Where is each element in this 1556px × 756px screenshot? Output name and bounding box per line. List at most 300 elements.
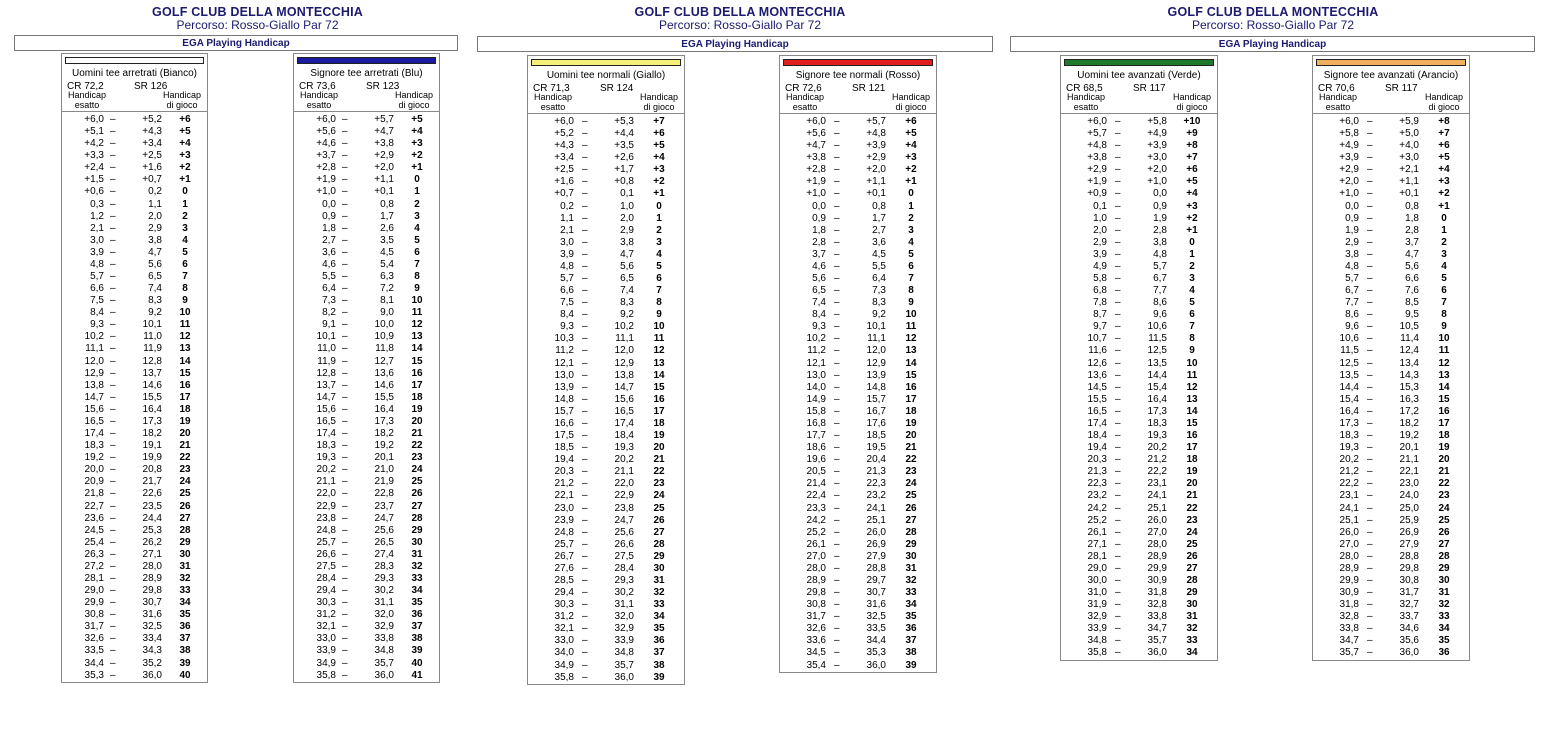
playing-hcp: +8: [1186, 140, 1198, 152]
range-dash: –: [342, 464, 348, 476]
table-row: [294, 295, 439, 307]
hcp-from: 5,6: [812, 273, 826, 285]
playing-hcp: 28: [179, 524, 191, 536]
playing-hcp: 36: [905, 623, 917, 635]
range-dash: –: [834, 140, 840, 152]
range-dash: –: [834, 152, 840, 164]
hcp-from: 3,9: [1093, 248, 1107, 260]
playing-hcp: 17: [179, 391, 191, 403]
range-dash: –: [110, 500, 116, 512]
hcp-from: 0,0: [322, 198, 336, 210]
hcp-from: 7,5: [90, 295, 104, 307]
hcp-from: 10,2: [84, 331, 104, 343]
playing-hcp: 29: [905, 538, 917, 550]
hcp-from: 1,1: [560, 212, 574, 224]
hcp-to: 23,8: [614, 502, 634, 514]
range-dash: –: [110, 536, 116, 548]
range-dash: –: [834, 454, 840, 466]
hcp-from: 12,1: [554, 357, 574, 369]
hcp-to: +4,7: [374, 126, 394, 138]
hcp-from: 35,8: [554, 671, 574, 683]
hcp-from: 4,8: [90, 258, 104, 270]
hcp-from: 32,6: [84, 633, 104, 645]
hcp-from: +0,6: [84, 186, 104, 198]
hcp-to: 22,8: [374, 488, 394, 500]
playing-hcp: 10: [179, 307, 191, 319]
range-dash: –: [1115, 526, 1121, 538]
hcp-from: +2,9: [1087, 164, 1107, 176]
range-dash: –: [582, 321, 588, 333]
playing-hcp: 9: [1441, 321, 1447, 333]
hcp-to: 36,0: [1147, 647, 1167, 659]
table-row: [528, 176, 684, 188]
hcp-to: 0,8: [872, 200, 886, 212]
hcp-from: 2,9: [1093, 236, 1107, 248]
range-dash: –: [582, 285, 588, 297]
range-dash: –: [582, 526, 588, 538]
table-row: [528, 587, 684, 599]
range-dash: –: [110, 597, 116, 609]
table-row: [528, 406, 684, 418]
table-row: [62, 561, 207, 573]
col-header-exact: [68, 91, 106, 110]
hcp-to: 22,0: [614, 478, 634, 490]
hcp-to: 13,7: [142, 367, 162, 379]
hcp-from: +5,6: [806, 128, 826, 140]
hcp-from: +0,9: [1087, 188, 1107, 200]
hcp-from: 22,1: [554, 490, 574, 502]
playing-hcp: 22: [179, 452, 191, 464]
table-row: [62, 138, 207, 150]
hcp-to: 29,9: [1147, 562, 1167, 574]
playing-hcp: 14: [653, 369, 665, 381]
hcp-from: 35,4: [806, 659, 826, 671]
hcp-from: 6,6: [90, 283, 104, 295]
range-dash: –: [834, 562, 840, 574]
hcp-to: 0,9: [1153, 200, 1167, 212]
hcp-from: +1,9: [1087, 176, 1107, 188]
range-dash: –: [342, 572, 348, 584]
hcp-to: 25,6: [374, 524, 394, 536]
playing-hcp: 3: [414, 210, 420, 222]
table-row: [62, 416, 207, 428]
hcp-from: +6,0: [1087, 116, 1107, 127]
playing-hcp: 0: [1441, 212, 1447, 224]
table-row: [1313, 454, 1469, 466]
playing-hcp: 23: [905, 466, 917, 478]
range-dash: –: [1367, 647, 1373, 659]
hcp-to: 3,7: [1405, 236, 1419, 248]
playing-hcp: 26: [411, 488, 423, 500]
table-row: [780, 515, 936, 527]
table-row: [294, 150, 439, 162]
playing-hcp: 37: [411, 621, 423, 633]
range-dash: –: [1115, 273, 1121, 285]
range-dash: –: [834, 623, 840, 635]
hcp-from: 3,9: [90, 246, 104, 258]
range-dash: –: [1367, 393, 1373, 405]
playing-hcp: 8: [1441, 309, 1447, 321]
hcp-to: +4,4: [614, 128, 634, 140]
hcp-from: +5,7: [1087, 128, 1107, 140]
hcp-to: +3,4: [142, 138, 162, 150]
table-row: [1061, 176, 1217, 188]
hcp-to: 11,9: [143, 343, 162, 355]
tee-color-swatch: [297, 57, 436, 64]
hcp-to: 36,0: [614, 671, 634, 683]
range-dash: –: [1367, 200, 1373, 212]
hcp-from: 7,5: [560, 297, 574, 309]
hcp-to: 25,3: [142, 524, 162, 536]
hcp-from: 0,9: [812, 212, 826, 224]
table-row: [62, 476, 207, 488]
playing-hcp: 24: [653, 490, 665, 502]
range-dash: –: [582, 454, 588, 466]
hcp-from: 23,6: [84, 512, 104, 524]
playing-hcp: 1: [1189, 248, 1195, 260]
playing-hcp: 36: [653, 635, 665, 647]
range-dash: –: [834, 236, 840, 248]
course-subtitle: Percorso: Rosso-Giallo Par 72: [176, 18, 339, 33]
hcp-to: 1,9: [1153, 212, 1167, 224]
table-row: [780, 442, 936, 454]
hcp-from: 12,8: [316, 367, 336, 379]
table-row: [294, 573, 439, 585]
playing-hcp: +1: [1186, 224, 1198, 236]
hcp-to: 27,0: [1147, 526, 1167, 538]
playing-hcp: 15: [905, 369, 917, 381]
col-header-playing-line1: Handicap: [394, 90, 433, 100]
playing-hcp: 18: [653, 417, 665, 429]
hcp-from: 0,2: [560, 200, 574, 212]
table-row: [528, 285, 684, 297]
hcp-to: 1,1: [148, 198, 162, 210]
range-dash: –: [1115, 333, 1121, 345]
range-dash: –: [582, 611, 588, 623]
hcp-to: 22,3: [866, 478, 886, 490]
hcp-to: +3,0: [1399, 152, 1419, 164]
range-dash: –: [110, 210, 116, 222]
range-dash: –: [834, 369, 840, 381]
hcp-to: 9,2: [620, 309, 634, 321]
playing-hcp: 15: [411, 355, 423, 367]
tee-name: Uomini tee normali (Giallo): [546, 70, 666, 81]
hcp-to: 30,8: [1399, 574, 1419, 586]
hcp-from: 28,9: [1339, 562, 1359, 574]
table-row: [1061, 152, 1217, 164]
table-row: [528, 140, 684, 152]
playing-hcp: +4: [653, 152, 665, 164]
playing-hcp: 32: [653, 587, 665, 599]
range-dash: –: [1115, 381, 1121, 393]
playing-hcp: 2: [656, 224, 662, 236]
hcp-to: 3,8: [620, 236, 634, 248]
hcp-to: 23,0: [1399, 478, 1419, 490]
table-row: [62, 114, 207, 126]
range-dash: –: [1115, 393, 1121, 405]
handicap-table: [61, 53, 208, 683]
hcp-from: 28,0: [1339, 550, 1359, 562]
col-header-exact: [1319, 93, 1357, 112]
table-row: [1313, 309, 1469, 321]
range-dash: –: [582, 200, 588, 212]
range-dash: –: [110, 186, 116, 198]
playing-hcp: 28: [905, 526, 917, 538]
range-dash: –: [342, 222, 348, 234]
playing-hcp: +6: [179, 114, 191, 125]
hcp-to: 34,8: [374, 645, 394, 657]
table-row: [294, 440, 439, 452]
ega-banner: EGA Playing Handicap: [1010, 36, 1535, 52]
playing-hcp: 7: [656, 285, 662, 297]
table-row: [1313, 478, 1469, 490]
playing-hcp: 19: [411, 403, 423, 415]
table-row: [62, 295, 207, 307]
table-row: [294, 633, 439, 645]
hcp-from: 32,8: [1339, 611, 1359, 623]
table-row: [780, 237, 936, 249]
hcp-to: 7,3: [872, 285, 886, 297]
table-row: [1313, 442, 1469, 454]
hcp-from: +5,2: [554, 128, 574, 140]
table-row: [62, 513, 207, 525]
hcp-from: 26,7: [554, 550, 574, 562]
col-header-exact-line2: esatto: [306, 99, 332, 110]
hcp-to: 23,1: [1147, 478, 1167, 490]
table-header: [1060, 55, 1218, 113]
table-row: [1313, 321, 1469, 333]
range-dash: –: [834, 128, 840, 140]
hcp-from: 14,9: [806, 393, 826, 405]
club-title: GOLF CLUB DELLA MONTECCHIA: [1167, 5, 1379, 19]
hcp-from: 14,0: [806, 381, 826, 393]
table-row: [294, 428, 439, 440]
hcp-from: 27,0: [806, 550, 826, 562]
playing-hcp: 3: [656, 236, 662, 248]
playing-hcp: 40: [179, 669, 191, 681]
hcp-to: 13,4: [1399, 357, 1419, 369]
range-dash: –: [1115, 514, 1121, 526]
hcp-to: 28,8: [866, 562, 886, 574]
range-dash: –: [834, 599, 840, 611]
range-dash: –: [342, 319, 348, 331]
playing-hcp: 19: [905, 417, 917, 429]
playing-hcp: +3: [179, 150, 191, 162]
course-rating: CR 72,2: [67, 81, 104, 92]
hcp-from: +6,0: [1339, 116, 1359, 127]
range-dash: –: [1115, 562, 1121, 574]
table-body: [527, 113, 685, 685]
table-row: [1313, 333, 1469, 345]
range-dash: –: [1115, 200, 1121, 212]
table-row: [528, 297, 684, 309]
range-dash: –: [342, 428, 348, 440]
table-row: [780, 394, 936, 406]
playing-hcp: +5: [1186, 176, 1198, 188]
playing-hcp: +2: [653, 176, 665, 188]
table-row: [528, 213, 684, 225]
playing-hcp: 21: [653, 454, 665, 466]
hcp-to: 14,7: [614, 381, 634, 393]
table-row: [62, 597, 207, 609]
col-header-playing: [163, 91, 201, 110]
hcp-to: 29,3: [614, 574, 634, 586]
hcp-to: 4,7: [1405, 248, 1419, 260]
range-dash: –: [110, 560, 116, 572]
hcp-from: 23,3: [806, 502, 826, 514]
table-row: [294, 609, 439, 621]
hcp-from: 23,2: [1087, 490, 1107, 502]
table-row: [294, 368, 439, 380]
range-dash: –: [1367, 212, 1373, 224]
tee-name: Uomini tee avanzati (Verde): [1077, 70, 1201, 81]
range-dash: –: [834, 345, 840, 357]
table-row: [1313, 237, 1469, 249]
playing-hcp: 13: [1438, 369, 1450, 381]
range-dash: –: [110, 379, 116, 391]
table-row: [780, 358, 936, 370]
hcp-from: 31,7: [806, 611, 826, 623]
table-row: [294, 561, 439, 573]
range-dash: –: [342, 645, 348, 657]
table-row: [294, 356, 439, 368]
hcp-to: 3,8: [1153, 236, 1167, 248]
range-dash: –: [110, 319, 116, 331]
hcp-to: 28,9: [142, 572, 162, 584]
hcp-from: 19,4: [1087, 442, 1107, 454]
table-row: [528, 551, 684, 563]
table-body: [1060, 113, 1218, 661]
playing-hcp: 18: [1186, 454, 1198, 466]
table-row: [780, 466, 936, 478]
playing-hcp: 33: [179, 585, 191, 597]
hcp-from: 27,1: [1087, 538, 1107, 550]
playing-hcp: +5: [411, 114, 423, 125]
playing-hcp: +8: [1438, 116, 1450, 127]
hcp-to: 2,0: [620, 212, 634, 224]
table-row: [780, 285, 936, 297]
hcp-from: 34,5: [806, 647, 826, 659]
hcp-from: 14,5: [1087, 381, 1107, 393]
hcp-to: 36,0: [1399, 647, 1419, 659]
hcp-from: +2,0: [1339, 176, 1359, 188]
playing-hcp: 6: [908, 260, 914, 272]
hcp-to: 16,5: [614, 405, 634, 417]
col-header-exact-line1: Handicap: [1319, 92, 1358, 102]
playing-hcp: 12: [1438, 357, 1450, 369]
playing-hcp: 23: [411, 452, 423, 464]
hcp-from: 30,8: [84, 609, 104, 621]
hcp-from: 6,8: [1093, 285, 1107, 297]
table-row: [528, 539, 684, 551]
playing-hcp: +7: [1438, 128, 1450, 140]
hcp-to: 31,1: [374, 597, 394, 609]
hcp-from: +6,0: [84, 114, 104, 125]
hcp-from: 15,6: [316, 403, 336, 415]
range-dash: –: [342, 548, 348, 560]
table-row: [62, 162, 207, 174]
hcp-to: 0,8: [380, 198, 394, 210]
hcp-to: 18,4: [614, 430, 634, 442]
hcp-to: +1,1: [374, 174, 394, 186]
hcp-from: 10,2: [806, 333, 826, 345]
table-body: [779, 113, 937, 673]
hcp-from: 8,6: [1345, 309, 1359, 321]
col-header-playing-line1: Handicap: [1172, 92, 1211, 102]
table-row: [1313, 370, 1469, 382]
playing-hcp: 9: [908, 297, 914, 309]
table-header: [527, 55, 685, 113]
playing-hcp: +6: [1186, 164, 1198, 176]
ega-banner: EGA Playing Handicap: [477, 36, 993, 52]
hcp-to: 22,2: [1147, 466, 1167, 478]
hcp-from: 22,9: [316, 500, 336, 512]
hcp-to: 12,4: [1399, 345, 1419, 357]
table-row: [1313, 213, 1469, 225]
range-dash: –: [342, 512, 348, 524]
table-row: [62, 368, 207, 380]
hcp-to: 21,0: [374, 464, 394, 476]
range-dash: –: [582, 236, 588, 248]
hcp-to: +1,7: [614, 164, 634, 176]
range-dash: –: [834, 538, 840, 550]
hcp-from: +3,4: [554, 152, 574, 164]
playing-hcp: 5: [1189, 297, 1195, 309]
table-row: [528, 333, 684, 345]
playing-hcp: 28: [1438, 550, 1450, 562]
table-row: [1313, 418, 1469, 430]
hcp-to: 10,2: [614, 321, 634, 333]
playing-hcp: +1: [1438, 200, 1450, 212]
range-dash: –: [1367, 381, 1373, 393]
tee-name: Signore tee normali (Rosso): [795, 70, 921, 81]
range-dash: –: [1367, 417, 1373, 429]
playing-hcp: 35: [653, 623, 665, 635]
table-header: [61, 53, 208, 111]
hcp-from: 4,8: [1345, 260, 1359, 272]
table-row: [1313, 563, 1469, 575]
playing-hcp: 6: [656, 273, 662, 285]
range-dash: –: [582, 188, 588, 200]
range-dash: –: [342, 307, 348, 319]
table-row: [528, 660, 684, 672]
hcp-from: +3,3: [84, 150, 104, 162]
hcp-to: 6,7: [1153, 273, 1167, 285]
playing-hcp: 7: [182, 271, 188, 283]
table-row: [62, 307, 207, 319]
hcp-from: 14,7: [316, 391, 336, 403]
playing-hcp: 26: [905, 502, 917, 514]
table-row: [294, 585, 439, 597]
table-row: [294, 235, 439, 247]
hcp-from: 4,6: [322, 258, 336, 270]
hcp-from: 24,1: [1339, 502, 1359, 514]
range-dash: –: [342, 452, 348, 464]
table-row: [62, 428, 207, 440]
playing-hcp: 19: [653, 430, 665, 442]
hcp-from: 15,8: [806, 405, 826, 417]
hcp-to: 19,2: [1399, 430, 1419, 442]
table-row: [1061, 201, 1217, 213]
range-dash: –: [342, 391, 348, 403]
table-row: [1061, 575, 1217, 587]
range-dash: –: [582, 176, 588, 188]
range-dash: –: [834, 333, 840, 345]
hcp-from: 26,1: [806, 538, 826, 550]
col-header-exact-line1: Handicap: [534, 92, 573, 102]
col-header-playing: [1173, 93, 1211, 112]
hcp-to: 25,1: [866, 514, 886, 526]
